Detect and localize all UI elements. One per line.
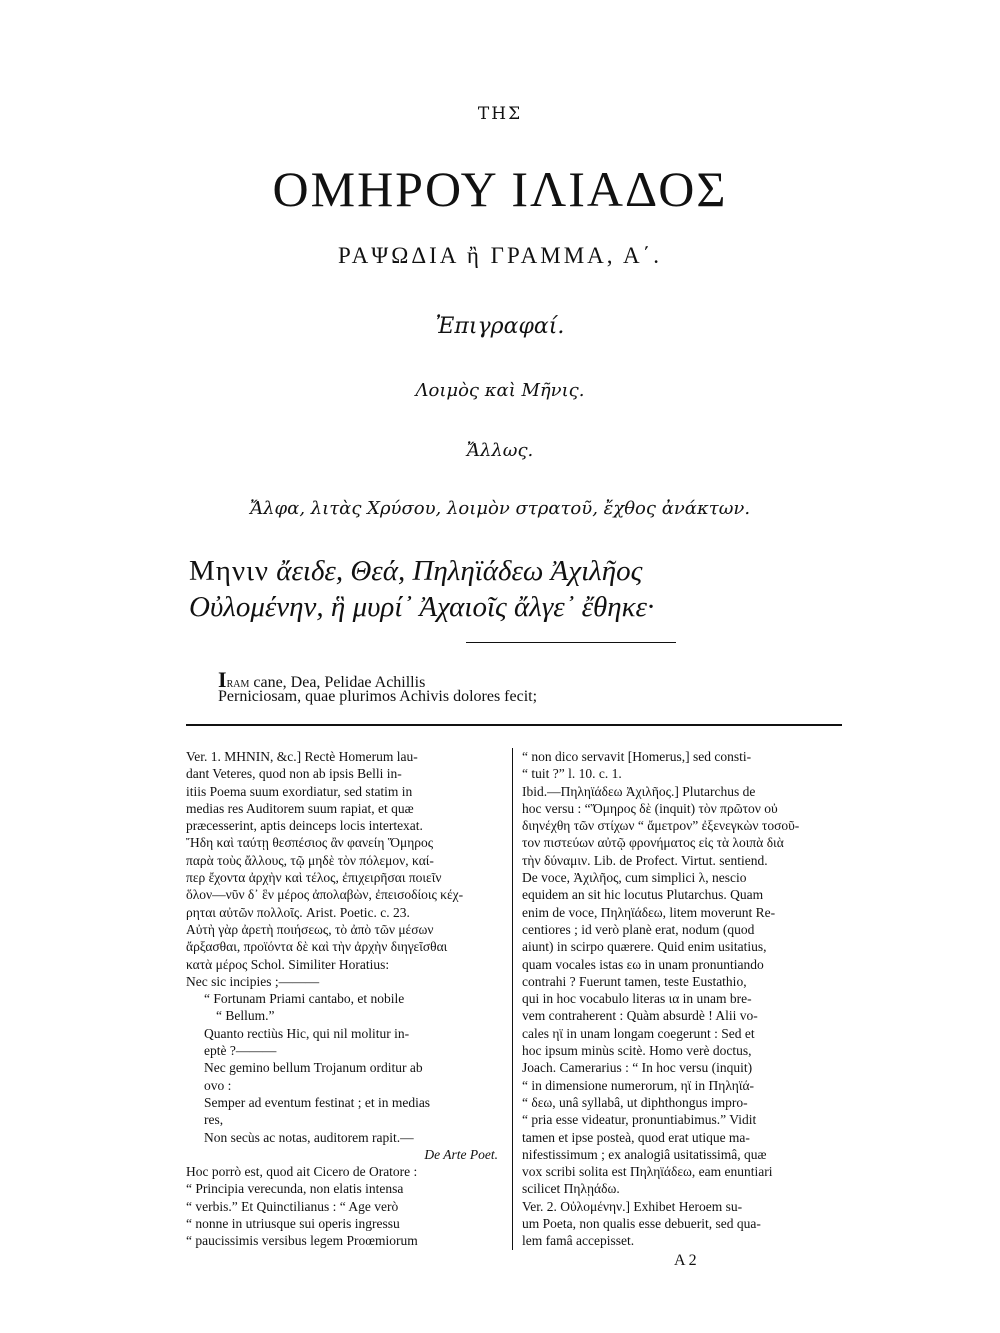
- note-line: um Poeta, non qualis esse debuerit, sed qua-: [522, 1216, 761, 1232]
- note-line: hoc versu : “Ὅμηρος δὲ (inquit) τὸν πρῶτον οὐ: [522, 800, 778, 816]
- epigraphai-heading: Ἐπιγραφαί.: [435, 314, 565, 339]
- note-line: “ Bellum.”: [216, 1008, 275, 1024]
- rhapsody-heading: ΡΑΨΩΔΙΑ ἢ ΓΡΑΜΜΑ, Α΄.: [337, 243, 663, 268]
- note-line: quam vocales istas εω in unam pronuntiando: [522, 956, 764, 972]
- greek-verse-line-1: [189, 555, 642, 588]
- greek-verse-line-2: Οὐλομένην, ἣ μυρί᾽ Ἀχαιοῖς ἄλγε᾽ ἔθηκε·: [189, 591, 655, 623]
- note-line: Quanto rectiùs Hic, qui nil molitur in-: [204, 1025, 410, 1041]
- note-line: De Arte Poet.: [424, 1146, 498, 1162]
- note-line: ovo :: [204, 1077, 232, 1093]
- note-line: “ in dimensione numerorum, ηϊ in Πηληϊά-: [522, 1077, 755, 1093]
- notes-left-column: [186, 748, 506, 1250]
- signature-mark: A 2: [674, 1252, 697, 1269]
- note-line: “ non dico servavit [Homerus,] sed consti-: [522, 749, 752, 764]
- note-line: vem contraherent : Quàm absurdè ! Alii vo-: [522, 1008, 758, 1024]
- note-line: Joach. Camerarius : “ In hoc versu (inquit): [522, 1060, 753, 1076]
- note-line: διηνέχθη τῶν στίχων “ ἄμετρον” ἐξενεγκὼν τοσοῦ-: [522, 818, 800, 834]
- verse-line-1-rest: ἄειδε, Θεά, Πηληϊάδεω Ἀχιλῆος: [268, 555, 643, 587]
- notes-right-column: [522, 748, 852, 1250]
- note-line: medias res Auditorem suum rapiat, et quæ: [186, 800, 414, 816]
- heading-tes: ΤΗΣ: [477, 104, 523, 124]
- note-line: scilicet Πηλῃάδω.: [522, 1181, 620, 1197]
- note-line: “ verbis.” Et Quinctilianus : “ Age verò: [186, 1198, 399, 1214]
- note-line: Semper ad eventum festinat ; et in medias: [204, 1094, 431, 1110]
- latin-line-1-rest: cane, Dea, Pelidae Achillis: [249, 674, 426, 691]
- note-line: τον πιστεύων αὐτῷ φρονήματος εἰς τὰ λοιπὰ διὰ: [522, 835, 784, 851]
- note-line: “ pria esse videatur, pronuntiabimus.” Vidit: [522, 1112, 757, 1128]
- note-line: hoc ipsum minùs scitè. Homo verè doctus,: [522, 1043, 752, 1059]
- note-line: vox scribi solita est Πηληϊάδεω, eam enuntiari: [522, 1164, 773, 1180]
- note-line: Nec sic incipies ;———: [186, 973, 320, 989]
- short-divider: [466, 642, 676, 643]
- note-line: dant Veteres, quod non ab ipsis Belli in-: [186, 766, 402, 782]
- note-line: Ibid.—Πηληϊάδεω Ἀχιλῆος.] Plutarchus de: [522, 783, 756, 799]
- argument-line-2: Ἄλφα, λιτὰς Χρύσου, λοιμὸν στρατοῦ, ἔχθος ἀνάκτων.: [249, 498, 751, 519]
- note-line: “ paucissimis versibus legem Proœmiorum: [186, 1233, 418, 1249]
- note-line: itiis Poema suum exordiatur, sed statim in: [186, 783, 413, 799]
- note-line: res,: [204, 1112, 224, 1128]
- note-line: “ Principia verecunda, non elatis intensa: [186, 1181, 404, 1197]
- note-line: enim de voce, Πηληϊάδεω, litem moverunt Re-: [522, 904, 776, 920]
- argument-line-1: Λοιμὸς καὶ Μῆνις.: [415, 380, 585, 401]
- note-line: qui in hoc vocabulo literas ια in unam bre-: [522, 991, 752, 1007]
- note-line: “ tuit ?” l. 10. c. 1.: [522, 766, 622, 782]
- note-line: eptè ?———: [204, 1043, 277, 1059]
- note-line: Αὐτὴ γὰρ ἀρετὴ ποιήσεως, τὸ ἀπὸ τῶν μέσων: [186, 921, 434, 937]
- note-line: τὴν δύναμιν. Lib. de Profect. Virtut. sentiend.: [522, 852, 768, 868]
- drop-cap: I: [218, 667, 227, 692]
- note-line: ρηται αὐτῶν πολλοῖς. Arist. Poetic. c. 23.: [186, 904, 410, 920]
- small-caps-word: ram: [226, 676, 250, 691]
- book-title: ΟΜΗΡΟΥ ΙΛΙΑΔΟΣ: [272, 161, 728, 217]
- column-divider: [512, 748, 513, 1250]
- note-line: nifestissimum ; ex analogiâ usitatissimâ, quæ: [522, 1146, 767, 1162]
- note-line: “ Fortunam Priami cantabo, et nobile: [204, 991, 405, 1007]
- note-line: Ver. 1. ΜΗΝΙΝ, &c.] Rectè Homerum lau-: [186, 749, 418, 764]
- latin-line-2: Perniciosam, quae plurimos Achivis dolores fecit;: [218, 688, 538, 705]
- note-line: aiunt) in scirpo quærere. Quid enim usitatius,: [522, 939, 767, 955]
- note-line: præcesserint, aptis deinceps locis intertexat.: [186, 818, 423, 834]
- note-line: contrahi ? Fuerunt tamen, teste Eustathio,: [522, 973, 747, 989]
- note-line: Nec gemino bellum Trojanum orditur ab: [204, 1060, 423, 1076]
- note-line: cales ηϊ in unam longam coegerunt : Sed et: [522, 1025, 755, 1041]
- note-line: ἄρξασθαι, προϊόντα δὲ καὶ τὴν ἀρχὴν διηγεῖσθαι: [186, 939, 448, 955]
- note-line: Hoc porrò est, quod ait Cicero de Oratore :: [186, 1164, 418, 1180]
- note-line: lem famâ accepisset.: [522, 1233, 635, 1249]
- note-line: Non secùs ac notas, auditorem rapit.—: [204, 1129, 414, 1145]
- note-line: περ ἔχοντα ἀρχὴν καὶ τέλος, ἐπιχειρῆσαι ποιεῖν: [186, 870, 442, 886]
- note-line: “ nonne in utriusque sui operis ingressu: [186, 1216, 400, 1232]
- note-line: “ δεω, unâ syllabâ, ut diphthongus impro-: [522, 1094, 748, 1110]
- note-line: παρὰ τοὺς ἄλλους, τῷ μηδὲ τὸν πόλεμον, καί-: [186, 852, 434, 868]
- note-line: De voce, Ἀχιλῆος, cum simplici λ, nescio: [522, 870, 747, 886]
- note-line: equidem an sit hic locutus Plutarchus. Quam: [522, 887, 764, 903]
- note-line: κατὰ μέρος Schol. Similiter Horatius:: [186, 956, 390, 972]
- note-line: tamen et ipse posteà, quod erat utique ma-: [522, 1129, 750, 1145]
- note-line: Ver. 2. Οὐλομένην.] Exhibet Heroem su-: [522, 1198, 743, 1214]
- notes-divider: [186, 724, 842, 726]
- note-line: ὅλον—νῦν δ᾽ ἓν μέρος ἀπολαβὼν, ἐπεισοδίοις κέχ-: [186, 887, 464, 903]
- note-line: centiores ; id verò planè erat, nodum (quod: [522, 921, 755, 937]
- note-line: Ἤδη καὶ ταύτῃ θεσπέσιος ἂν φανείη Ὅμηρος: [186, 835, 434, 851]
- verse-initial-word: Μηνιν: [189, 555, 269, 587]
- allos-heading: Ἄλλως.: [466, 440, 534, 461]
